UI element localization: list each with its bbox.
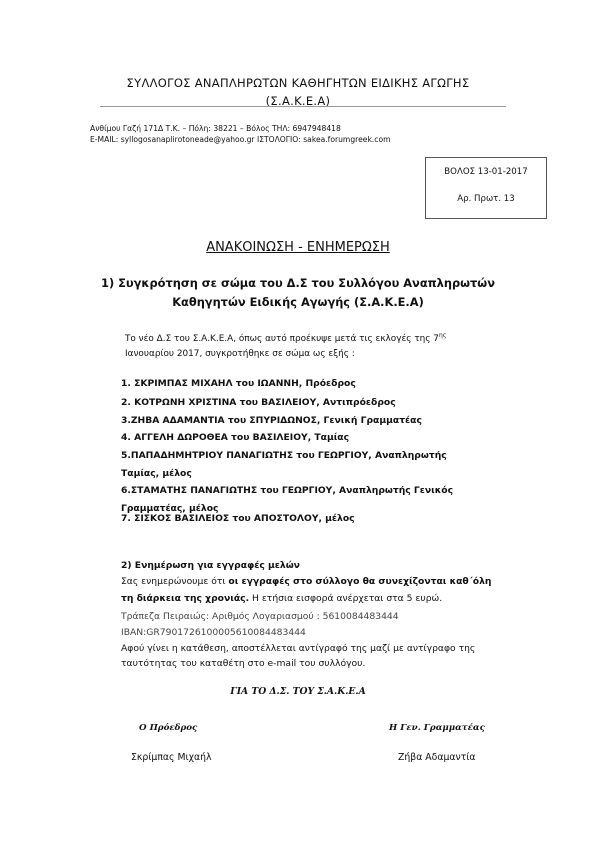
bank-account: Τράπεζα Πειραιώς: Αριθμός Λογαριασμού : 5610084483444: [121, 611, 399, 622]
registration-emphasis-cont: τη διάρκεια της χρονιάς.: [121, 593, 250, 604]
member-6: 6.ΣΤΑΜΑΤΗΣ ΠΑΝΑΓΙΩΤΗΣ του ΓΕΩΡΓΙΟΥ, Αναπληρωτής Γενικός: [121, 485, 454, 496]
header-divider: [100, 106, 506, 107]
intro-line1: [125, 332, 446, 344]
document-date: ΒΟΛΟΣ 13-01-2017: [444, 167, 528, 177]
secretary-name: Ζήβα Αδαμαντία: [398, 752, 476, 763]
registration-emphasis: οι εγγραφές στο σύλλογο θα συνεχίζονται καθ΄όλη: [228, 576, 492, 587]
member-5: 5.ΠΑΠΑΔΗΜΗΤΡΙΟΥ ΠΑΝΑΓΙΩΤΗΣ του ΓΕΩΡΓΙΟΥ, Αναπληρωτής: [121, 450, 447, 461]
intro-text: Το νέο Δ.Σ του Σ.Α.Κ.Ε.Α, όπως αυτό προέκυψε μετά τις εκλογές της 7: [125, 333, 439, 344]
intro-superscript: ης: [438, 332, 447, 339]
iban: IBAN:GR7901726100005610084483444: [121, 627, 306, 638]
registration-line1: [121, 576, 491, 587]
intro-line2: Ιανουαρίου 2017, συγκροτήθηκε σε σώμα ως εξής :: [125, 349, 355, 359]
fee-text: Η ετήσια εισφορά ανέρχεται στα 5 ευρώ.: [249, 593, 443, 604]
registration-text: Σας ενημερώνουμε ότι: [121, 576, 229, 587]
member-5-cont: Ταμίας, μέλος: [121, 468, 192, 479]
contact-line: E-MAIL: syllogosanaplirotoneade@yahoo.gr ΙΣΤΟΛΟΓΙΟ: sakea.forumgreek.com: [90, 135, 391, 144]
deposit-note-line2: ταυτότητας του καταθέτη στο e-mail του συλλόγου.: [121, 658, 366, 669]
member-7: 7. ΣΙΣΚΟΣ ΒΑΣΙΛΕΙΟΣ του ΑΠΟΣΤΟΛΟΥ, μέλος: [121, 513, 355, 524]
member-1: 1. ΣΚΡΙΜΠΑΣ ΜΙΧΑΗΛ του ΙΩΑΝΝΗ, Πρόεδρος: [121, 378, 356, 389]
announcement-title: ΑΝΑΚΟΙΝΩΣΗ - ΕΝΗΜΕΡΩΣΗ: [206, 240, 390, 255]
deposit-note-line1: Αφού γίνει η κατάθεση, αποστέλλεται αντίγραφό της μαζί με αντίγραφο της: [121, 643, 476, 654]
address-line: Ανθίμου Γαζή 171Δ Τ.Κ. – Πόλη: 38221 – Βόλος ΤΗΛ: 6947948418: [90, 124, 341, 133]
protocol-number: Αρ. Πρωτ. 13: [457, 194, 515, 204]
member-6-cont: Γραμματέας, μέλος: [121, 503, 219, 514]
secretary-role: Η Γεν. Γραμματέας: [389, 723, 485, 733]
organization-name: ΣΥΛΛΟΓΟΣ ΑΝΑΠΛΗΡΩΤΩΝ ΚΑΘΗΓΗΤΩΝ ΕΙΔΙΚΗΣ ΑΓΩΓΗΣ: [126, 76, 470, 90]
section1-title-line2: Καθηγητών Ειδικής Αγωγής (Σ.Α.Κ.Ε.Α): [172, 295, 424, 309]
section2-title: 2) Ενημέρωση για εγγραφές μελών: [121, 560, 300, 571]
registration-line2: [121, 593, 442, 604]
organization-acronym: (Σ.Α.Κ.Ε.Α): [265, 94, 331, 108]
section1-title-line1: 1) Συγκρότηση σε σώμα του Δ.Σ του Συλλόγου Αναπληρωτών: [101, 276, 495, 290]
signature-heading: ΓΙΑ ΤΟ Δ.Σ. ΤΟΥ Σ.Α.Κ.Ε.Α: [230, 686, 366, 697]
member-2: 2. ΚΟΤΡΩΝΗ ΧΡΙΣΤΙΝΑ του ΒΑΣΙΛΕΙΟΥ, Αντιπρόεδρος: [121, 397, 396, 408]
reference-box: [425, 157, 547, 219]
president-name: Σκρίμπας Μιχαήλ: [131, 752, 212, 763]
president-role: Ο Πρόεδρος: [139, 723, 198, 733]
member-4: 4. ΑΓΓΕΛΗ ΔΩΡΟΘΕΑ του ΒΑΣΙΛΕΙΟΥ, Ταμίας: [121, 432, 350, 443]
member-3: 3.ΖΗΒΑ ΑΔΑΜΑΝΤΙΑ του ΣΠΥΡΙΔΩΝΟΣ, Γενική Γραμματέας: [121, 415, 422, 426]
